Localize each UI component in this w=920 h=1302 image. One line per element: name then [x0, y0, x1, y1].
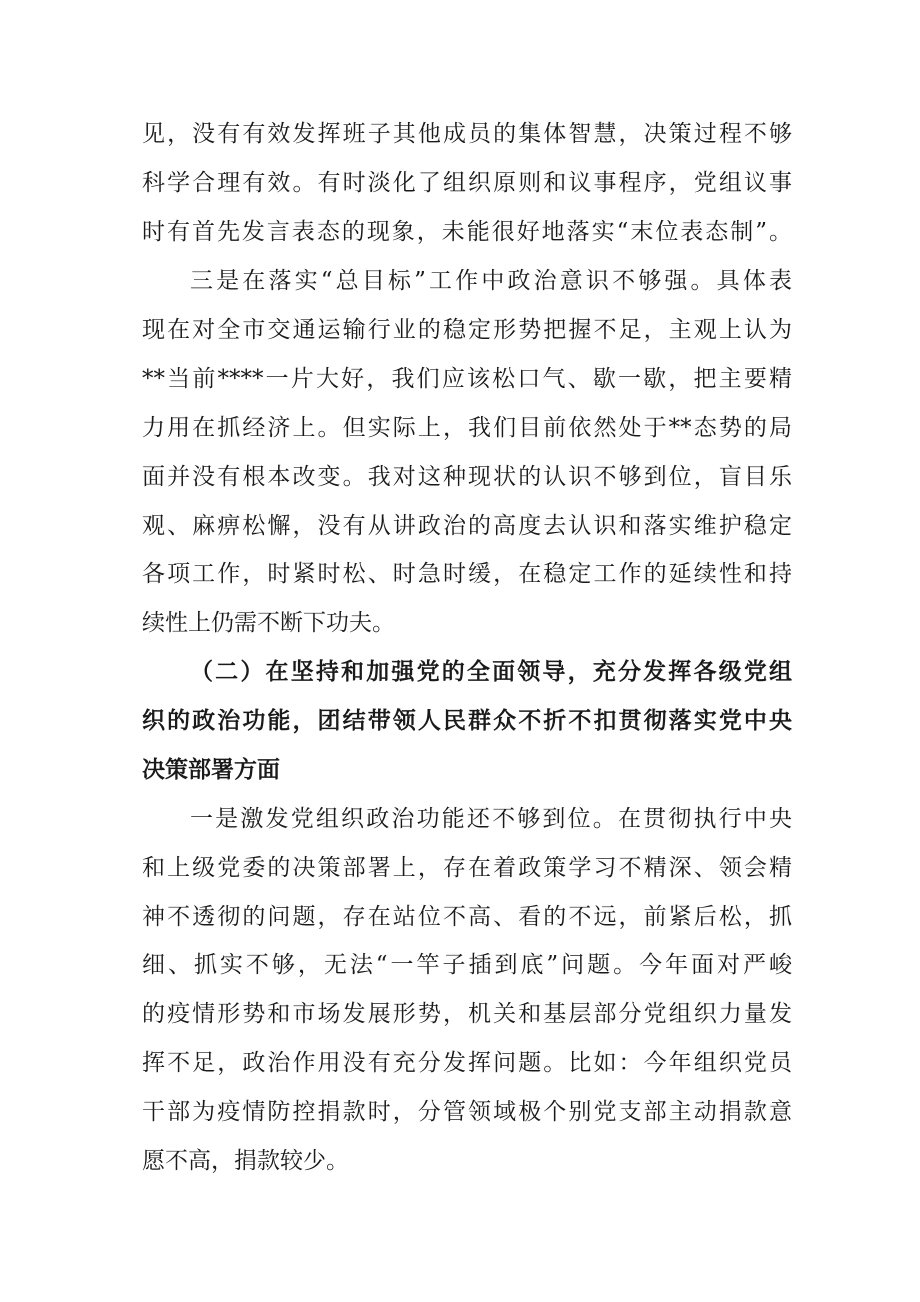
- body-text-line: 挥不足，政治作用没有充分发挥问题。比如：今年组织党员: [142, 1050, 792, 1076]
- body-text-line: **当前****一片大好，我们应该松口气、歇一歇，把主要精: [142, 366, 792, 392]
- body-text-line: 的疫情形势和市场发展形势，机关和基层部分党组织力量发: [142, 1001, 792, 1027]
- body-text-line: 见，没有有效发挥班子其他成员的集体智慧，决策过程不够: [142, 121, 792, 147]
- body-text-line: 干部为疫情防控捐款时，分管领域极个别党支部主动捐款意: [142, 1099, 792, 1125]
- body-text-line: 续性上仍需不断下功夫。: [142, 610, 395, 636]
- section-heading-line: （二）在坚持和加强党的全面领导，充分发挥各级党组: [190, 659, 792, 685]
- body-text-line: 各项工作，时紧时松、时急时缓，在稳定工作的延续性和持: [142, 561, 792, 587]
- body-text-line: 神不透彻的问题，存在站位不高、看的不远，前紧后松，抓: [142, 904, 792, 930]
- body-text-line: 现在对全市交通运输行业的稳定形势把握不足，主观上认为: [142, 317, 792, 343]
- paragraph-first-line: 三是在落实“总目标”工作中政治意识不够强。具体表: [190, 268, 792, 294]
- body-text-line: 科学合理有效。有时淡化了组织原则和议事程序，党组议事: [142, 170, 792, 196]
- body-text-line: 愿不高，捐款较少。: [142, 1148, 349, 1174]
- body-text-line: 力用在抓经济上。但实际上，我们目前依然处于**态势的局: [142, 415, 792, 441]
- body-text-line: 观、麻痹松懈，没有从讲政治的高度去认识和落实维护稳定: [142, 513, 792, 539]
- body-text-line: 细、抓实不够，无法“一竿子插到底”问题。今年面对严峻: [142, 952, 792, 978]
- section-heading-line: 决策部署方面: [142, 757, 280, 783]
- body-text-line: 和上级党委的决策部署上，存在着政策学习不精深、领会精: [142, 855, 792, 881]
- body-text-line: 面并没有根本改变。我对这种现状的认识不够到位，盲目乐: [142, 464, 792, 490]
- body-text-line: 时有首先发言表态的现象，未能很好地落实“末位表态制”。: [142, 219, 792, 245]
- paragraph-first-line: 一是激发党组织政治功能还不够到位。在贯彻执行中央: [190, 806, 792, 832]
- section-heading-line: 织的政治功能，团结带领人民群众不折不扣贯彻落实党中央: [142, 708, 792, 734]
